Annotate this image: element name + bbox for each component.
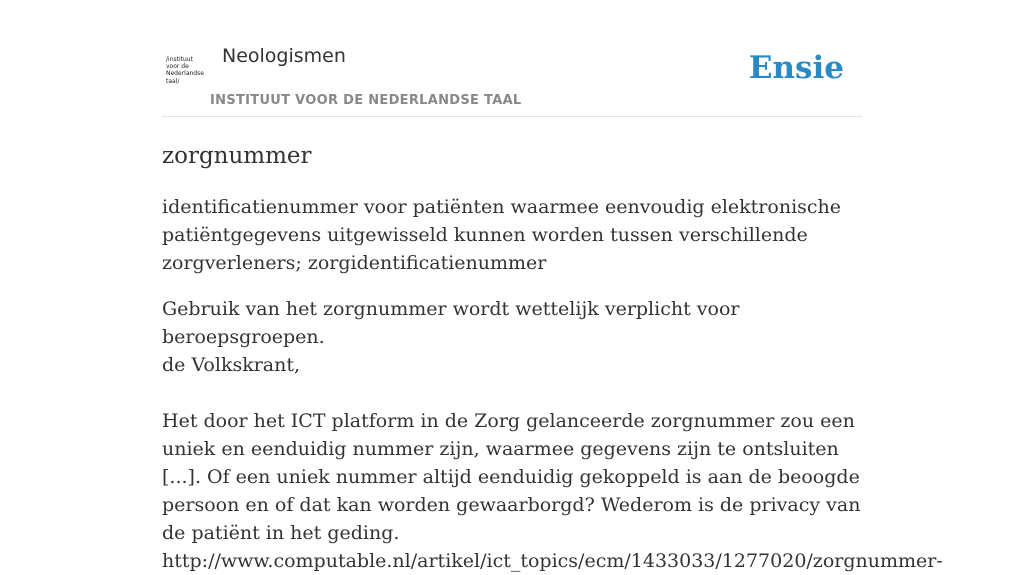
site-title-link[interactable]: Neologismen: [222, 45, 346, 67]
example-quote: Gebruik van het zorgnummer wordt wettelijk verplicht voor beroepsgroepen.: [162, 298, 740, 348]
example-quote: Het door het ICT platform in de Zorg gelanceerde zorgnummer zou een uniek en eenduidig nummer zijn, waarmee gegevens zijn te ontsluiten [...]. Of een uniek nummer altijd eenduidig gekoppeld is aan de beoogde persoon en of dat kan worden gewaarborgd? Wederom is de privacy van de patiënt in het geding.: [162, 410, 861, 544]
site-subtitle: INSTITUUT VOOR DE NEDERLANDSE TAAL: [210, 93, 522, 108]
institute-logo[interactable]: /instituut voor de Nederlandse taal/: [166, 56, 204, 85]
ensie-logo-link[interactable]: Ensie: [748, 50, 844, 86]
entry-headword: zorgnummer: [162, 143, 312, 169]
example-source-url[interactable]: http://www.computable.nl/artikel/ict_topics/ecm/1433033/1277020/zorgnummer-: [162, 550, 943, 572]
example-source: de Volkskrant,: [162, 354, 301, 376]
entry-definition: identificatienummer voor patiënten waarmee eenvoudig elektronische patiëntgegevens uitgewisseld kunnen worden tussen verschillende zorgverleners; zorgidentificatienummer: [162, 196, 842, 274]
spacer: [162, 379, 862, 407]
entry-examples: [162, 295, 943, 575]
content-container: [162, 0, 943, 575]
header: [162, 0, 862, 117]
